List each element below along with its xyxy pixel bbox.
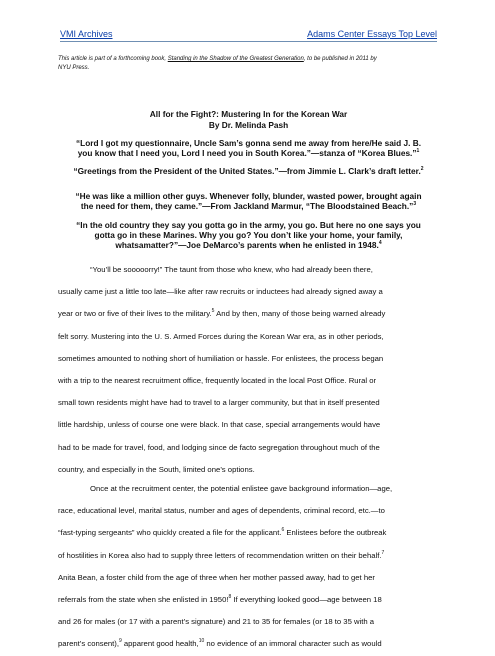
article-author: By Dr. Melinda Pash [208, 120, 289, 130]
epigraph-1 [60, 138, 437, 158]
body-line: usually came just a little too late—like after raw recruits or inductees had already signed away a [58, 287, 383, 297]
body-text: of hostilities in Korea also had to supply three letters of recommendation written on their behalf. [58, 550, 382, 560]
body-line: small town residents might have had to travel to a larger community, but that in itself presented [58, 398, 380, 408]
intro-note [58, 55, 438, 72]
body-text: parent’s consent), [58, 639, 119, 649]
body-line: sometimes amounted to nothing short of humiliation or hassle. For enlistees, the process began [58, 353, 384, 363]
body-text: If everything looked good—age between 18 [231, 594, 382, 604]
body-line [58, 303, 441, 325]
epigraph-2 [60, 166, 437, 176]
epigraph-line: “He was like a million other guys. Whenever folly, blunder, wasted power, brought again [75, 191, 422, 201]
footnote-ref[interactable]: 9 [118, 638, 122, 645]
body-text: Enlistees before the outbreak [284, 528, 387, 538]
epigraph-line: whatsamatter?”—Joe DeMarco’s parents when he enlisted in 1948. [115, 240, 379, 250]
body-line: and 26 for males (or 17 with a parent’s signature) and 21 to 35 for females (or 18 to 35 with a [58, 617, 375, 627]
header-bar [60, 23, 437, 42]
epigraph-line: “Greetings from the President of the United States.”—from Jimmie L. Clark’s draft letter. [73, 166, 421, 176]
epigraph-line: you know that I need you, Lord I need you in South Korea.”—stanza of “Korea Blues.” [77, 148, 417, 158]
body-line: felt sorry. Mustering into the U. S. Armed Forces during the Korean War era, as in other periods, [58, 331, 384, 341]
body-line: “You’ll be sooooorry!” The taunt from those who knew, who had already been there, [90, 265, 373, 274]
footnote-ref[interactable]: 10 [198, 638, 205, 645]
body-text: no evidence of an immoral character such as would [204, 639, 382, 649]
epigraph-3 [60, 191, 437, 211]
epigraph-line: “In the old country they say you gotta go in the army, you go. But here no one says you [76, 220, 421, 230]
body-line: race, educational level, marital status, number and ages of dependents, criminal record, etc.—to [58, 506, 385, 516]
epigraph-line: gotta go in these Marines. Why you go? You don’t like your home, your family, [94, 230, 403, 240]
body-line [58, 589, 441, 611]
intro-publisher: NYU Press. [58, 64, 90, 71]
adams-center-essays-link[interactable]: Adams Center Essays Top Level [307, 29, 437, 39]
epigraph-line: “Lord I got my questionnaire, Uncle Sam’s gonna send me away from here/He said J. B. [75, 138, 422, 148]
footnote-ref[interactable]: 8 [228, 593, 232, 600]
body-paragraph-2 [58, 478, 441, 656]
footnote-ref[interactable]: 6 [281, 527, 285, 534]
body-text: year or two or five of their lives to the military. [58, 309, 212, 319]
intro-text-cont: , to be published in 2011 by [303, 56, 377, 62]
footnote-ref[interactable]: 1 [416, 148, 420, 154]
footnote-ref[interactable]: 5 [211, 308, 215, 315]
body-text: apparent good health, [121, 639, 199, 649]
body-text: referrals from the state when she enlisted in 1950! [58, 594, 229, 604]
body-paragraph-1 [58, 259, 441, 481]
epigraph-4 [60, 220, 437, 250]
body-line: country, and especially in the South, limited one’s options. [58, 464, 255, 474]
body-line: little hardship, unless of course one were black. In that case, special arrangements would have [58, 420, 381, 430]
body-line: Anita Bean, a foster child from the age of three when her mother passed away, had to get her [58, 572, 375, 582]
intro-text: This article is part of a forthcoming book, [58, 56, 168, 62]
body-line [58, 545, 441, 567]
body-line: with a trip to the nearest recruitment office, frequently located in the local Post Office. Rural or [58, 375, 377, 385]
vmi-archives-link[interactable]: VMI Archives [60, 29, 113, 39]
footnote-ref[interactable]: 3 [413, 201, 417, 207]
footnote-ref[interactable]: 7 [381, 549, 385, 556]
epigraph-line: the need for them, they came.”—From Jackland Marmur, “The Bloodstained Beach.” [80, 201, 414, 211]
body-text: “fast-typing sergeants” who quickly created a file for the applicant. [58, 528, 282, 538]
footnote-ref[interactable]: 4 [378, 240, 382, 246]
footnote-ref[interactable]: 2 [420, 166, 424, 172]
article-title: All for the Fight?: Mustering In for the Korean War [149, 109, 348, 119]
body-line: had to be made for travel, food, and lodging since de facto segregation throughout much of the [58, 442, 380, 452]
book-title: Standing in the Shadow of the Greatest Generation [167, 56, 304, 62]
body-text: And by then, many of those being warned already [214, 309, 386, 319]
article-heading [60, 109, 437, 131]
body-line: Once at the recruitment center, the potential enlistee gave background information—age, [90, 484, 393, 493]
body-line [58, 522, 441, 544]
body-line [58, 633, 441, 655]
